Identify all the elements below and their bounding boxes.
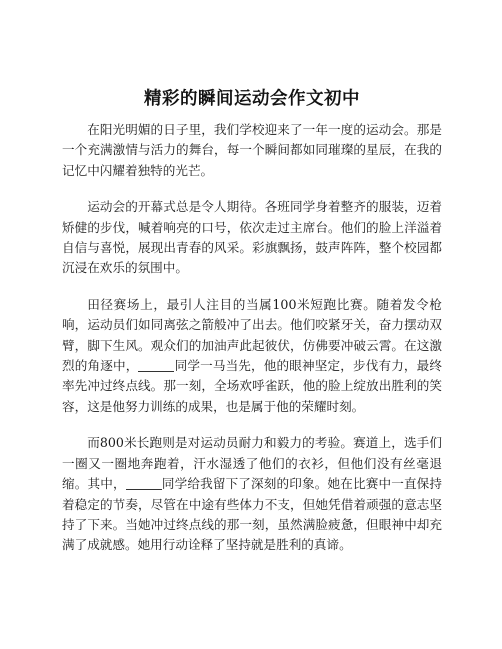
name-blank-2	[126, 475, 162, 490]
paragraph-100m-text-b: 同学一马当先，他的眼神坚定，步伐有力，最终率先冲过终点线。那一刻，全场欢呼雀跃，他的脸上绽放出胜利的笑容，这是他努力训练的成果，也是属于他的荣耀时刻。	[62, 358, 443, 414]
paragraph-100m-text-a: 田径赛场上，最引人注目的当属100米短跑比赛。随着发令枪响，运动员们如同离弦之箭般冲了出去。他们咬紧牙关，奋力摆动双臂，脚下生风。观众们的加油声此起彼伏，仿佛要冲破云霄。在这激烈的角逐中，	[62, 296, 442, 374]
paragraph-800m-text-a: 而800米长跑则是对运动员耐力和毅力的考验。赛道上，选手们一圈又一圈地奔跑着，汗水湿透了他们的衣衫，但他们没有丝毫退缩。其中，	[62, 435, 442, 492]
paragraph-intro: 在阳光明媚的日子里，我们学校迎来了一年一度的运动会。那是一个充满激情与活力的舞台，每一个瞬间都如同璀璨的星辰，在我的记忆中闪耀着独特的光芒。	[62, 122, 442, 178]
paragraph-100m-sprint	[62, 295, 442, 417]
paragraph-800m-text-b: 同学给我留下了深刻的印象。她在比赛中一直保持着稳定的节奏，尽管在中途有些体力不支，但她凭借着顽强的意志坚持了下来。当她冲过终点线的那一刻，虽然满脸疲惫，但眼神中却充满了成就感。她用行动诠释了坚持就是胜利的真谛。	[62, 476, 443, 553]
name-blank-1	[138, 357, 174, 372]
document-title: 精彩的瞬间运动会作文初中	[144, 89, 360, 109]
paragraph-opening-ceremony: 运动会的开幕式总是令人期待。各班同学身着整齐的服装，迈着矫健的步伐，喊着响亮的口号，依次走过主席台。他们的脸上洋溢着自信与喜悦，展现出青春的风采。彩旗飘扬，鼓声阵阵，整个校园都沉浸在欢乐的氛围中。	[62, 199, 442, 276]
paragraph-800m-run	[62, 433, 442, 555]
